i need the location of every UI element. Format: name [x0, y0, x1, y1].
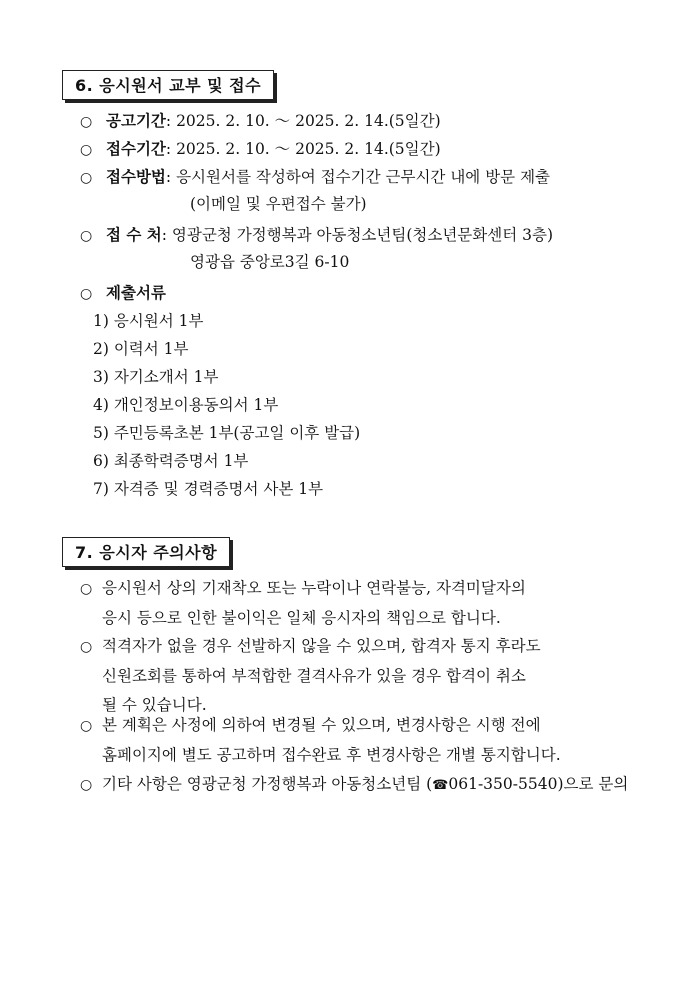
application-period-row: ○ 접수기간: 2025. 2. 10. ～ 2025. 2. 14.(5일간): [80, 140, 441, 158]
document-item: 1) 응시원서 1부: [93, 312, 204, 330]
notice-period-label: 공고기간: [106, 112, 166, 130]
application-period-label: 접수기간: [106, 140, 166, 158]
document-item: 5) 주민등록초본 1부(공고일 이후 발급): [93, 424, 361, 442]
section-7-heading: 7. 응시자 주의사항: [62, 537, 230, 567]
bullet-icon: ○: [80, 777, 93, 793]
application-method-label: 접수방법: [106, 168, 166, 186]
bullet-icon: ○: [80, 142, 93, 158]
bullet-icon: ○: [80, 581, 93, 597]
notice-period-row: ○ 공고기간: 2025. 2. 10. ～ 2025. 2. 14.(5일간): [80, 112, 441, 130]
reception-office-address: 영광읍 중앙로3길 6-10: [190, 253, 350, 271]
note-item: ○ 응시원서 상의 기재착오 또는 누락이나 연락불능, 자격미달자의 응시 등으로 인한 불이익은 일체 응시자의 책임으로 합니다.: [80, 574, 640, 633]
note-item: ○ 적격자가 없을 경우 선발하지 않을 수 있으며, 합격자 통지 후라도 신원조회를 통하여 부적합한 결격사유가 있을 경우 합격이 취소 될 수 있습니다.: [80, 632, 640, 720]
note-item: ○ 본 계획은 사정에 의하여 변경될 수 있으며, 변경사항은 시행 전에 홈페이지에 별도 공고하며 접수완료 후 변경사항은 개별 통지합니다.: [80, 711, 640, 770]
application-method-row: ○ 접수방법: 응시원서를 작성하여 접수기간 근무시간 내에 방문 제출: [80, 168, 551, 186]
notice-period-value: 2025. 2. 10. ～ 2025. 2. 14.(5일간): [171, 112, 441, 130]
document-item: 4) 개인정보이용동의서 1부: [93, 396, 279, 414]
document-item: 2) 이력서 1부: [93, 340, 189, 358]
document-item: 6) 최종학력증명서 1부: [93, 452, 249, 470]
application-period-value: 2025. 2. 10. ～ 2025. 2. 14.(5일간): [171, 140, 441, 158]
required-documents-label: 제출서류: [106, 284, 166, 302]
document-item: 7) 자격증 및 경력증명서 사본 1부: [93, 480, 324, 498]
bullet-icon: ○: [80, 718, 93, 734]
bullet-icon: ○: [80, 170, 93, 186]
required-documents-row: [80, 283, 166, 304]
bullet-icon: ○: [80, 228, 93, 244]
bullet-icon: ○: [80, 639, 93, 655]
reception-office-row: ○ 접 수 처: 영광군청 가정행복과 아동청소년팀(청소년문화센터 3층): [80, 226, 553, 244]
section-6-heading: 6. 응시원서 교부 및 접수: [62, 70, 274, 100]
reception-office-value: 영광군청 가정행복과 아동청소년팀(청소년문화센터 3층): [166, 226, 553, 244]
note-item-contact: ○ 기타 사항은 영광군청 가정행복과 아동청소년팀 (☎061-350-5540)으로 문의: [80, 770, 640, 800]
application-method-value: 응시원서를 작성하여 접수기간 근무시간 내에 방문 제출: [171, 168, 551, 186]
application-method-note: (이메일 및 우편접수 불가): [190, 195, 367, 213]
bullet-icon: ○: [80, 114, 93, 130]
document-item: 3) 자기소개서 1부: [93, 368, 219, 386]
reception-office-label: 접 수 처: [106, 226, 162, 244]
bullet-icon: ○: [80, 286, 93, 302]
phone-icon: ☎: [432, 778, 449, 793]
contact-phone: 061-350-5540)으로 문의: [448, 775, 629, 793]
